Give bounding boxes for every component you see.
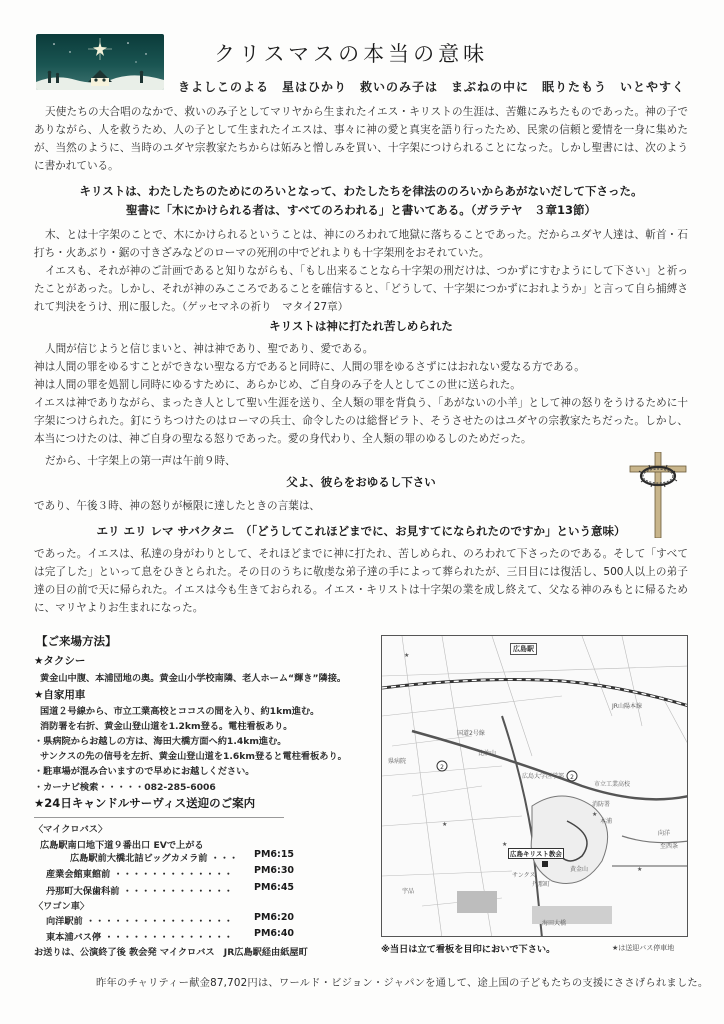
paragraph-5: であり、午後３時、神の怒りが極限に達したときの言葉は、 (34, 500, 321, 512)
map-caption: ※当日は立て看板を目印においで下さい。 (381, 944, 556, 955)
microbus-stop-3: 丹那町大保歯科前 ・・・・・・・・・・・・ (46, 886, 233, 897)
last-word-from-cross: エリ エリ レマ サバクタニ （「どうしてこれほどまでに、お見すてになられたのですか」という意味） (96, 524, 626, 538)
car-directions-1: 国道２号線から、市立工業高校とココスの間を入り、約1km進む。 (40, 706, 320, 717)
map-label-pref-hosp: 県病院 (388, 758, 407, 765)
map-label-honura: 本浦 (600, 818, 613, 825)
paragraph-2b: イエスも、それが神のご計画であると知りながらも、「もし出来ることなら十字架の刑だけは、つかずにすむようにして下さい」と祈ったことがあった。しかし、それが神のみこころであることを確信すると、「どうして、十字架につかずにおれようか」と言って自ら捕縛されて判決をうけ、刑に服した。（ゲッセマネの祈り マタイ27章） (34, 265, 688, 313)
svg-text:★: ★ (502, 841, 508, 848)
map-label-church: 広島キリスト教会 (510, 850, 562, 858)
cross-with-thorns-icon (628, 452, 688, 538)
section-heading: キリストは神に打たれ苦しめられた (269, 319, 453, 333)
microbus-time-2: PM6:30 (254, 865, 295, 876)
microbus-time-3: PM6:45 (254, 882, 295, 893)
paragraph-4: だから、十字架上の第一声は午前９時、 (45, 455, 236, 467)
map-label-kaita: 海田大橋 (542, 920, 567, 927)
map-label-sanyo: JR山陽本線 (612, 703, 642, 710)
car-directions-4: サンクスの先の信号を左折、黄金山登山道を1.6km登ると電柱看板あり。 (40, 751, 347, 762)
microbus-stop-1b: 広島駅前大橋北詰ビッグカメラ前 ・・・ (70, 853, 239, 864)
access-map (381, 635, 688, 937)
parking-note: ・駐車場が混み合いますので早めにお越しください。 (34, 766, 255, 777)
map-label-rt2: 国道2号線 (457, 730, 485, 737)
map-label-mukainada: 向洋 (658, 830, 671, 837)
svg-text:★: ★ (404, 652, 410, 659)
microbus-stop-1a: 広島駅南口地下道９番出口 EVで上がる (40, 840, 204, 851)
svg-text:2: 2 (440, 764, 444, 771)
car-directions-2: 消防署を右折、黄金山登山道を1.2km登る。電柱看板あり。 (40, 721, 293, 732)
paragraph-3-line-2: 神は人間の罪をゆるすことができない聖なる方であると同時に、人間の罪をゆるさずにはおれない愛なる方である。 (34, 361, 585, 373)
wagon-time-2: PM6:40 (254, 928, 295, 939)
microbus-heading: 〈マイクロバス〉 (34, 824, 108, 835)
charity-footer: 昨年のチャリティー献金87,702円は、ワールド・ビジョン・ジャパンを通して、途上国の子どもたちの支援にささげられました。 (96, 977, 709, 989)
svg-text:★: ★ (442, 821, 448, 828)
taxi-directions: 黄金山中腹、本浦団地の奥。黄金山小学校南隣、老人ホーム“輝き”隣接。 (40, 673, 347, 684)
map-legend: ★は送迎バス停車地 (612, 944, 675, 952)
svg-text:2: 2 (570, 774, 574, 781)
wagon-heading: 〈ワゴン車〉 (34, 901, 90, 912)
paragraph-6: であった。イエスは、私達の身がわりとして、それほどまでに神に打たれ、苦しめられ、のろわれて下さったのである。そして「すべては完了した」といって息をひきとられた。その日のうちに敬虔な弟子達の手によって葬られたが、三日目には復活し、500人以上の弟子達の目の前で天に帰られた。イエスは今も生きておられる。イエス・キリストは十字架の業を成し終えて、父なる神のみもとに帰るために、マリヤよりお生まれになった。 (34, 548, 688, 614)
svg-text:★: ★ (592, 811, 598, 818)
paragraph-1: 天使たちの大合唱のなかで、救いのみ子としてマリヤから生まれたイエス・キリストの生涯は、苦難にみちたものであった。神の子でありながら、人を救うため、人の子として生まれたイエスは、事々に神の愛と真実を語り行ったため、民衆の信頼と愛情を一身に集めたが、当然のように、当時のユダヤ宗教家たちからは妬みと憎しみを買い、十字架につけられることになった。しかし聖書には、次のように書かれている。 (34, 106, 688, 172)
car-heading: ★自家用車 (34, 689, 86, 701)
map-label-nishi: 至西条 (660, 843, 679, 850)
map-label-station: 広島駅 (510, 643, 537, 655)
car-directions-3: ・県病院からお越しの方は、海田大橋方面へ約1.4km進む。 (34, 736, 287, 747)
microbus-time-1: PM6:15 (254, 849, 295, 860)
map-label-university: 広島大学医学部 (522, 773, 565, 780)
carnavi-phone: ・カーナビ検索・・・・・082-285-6006 (34, 782, 216, 793)
carol-lyric: きよしこのよる 星はひかり 救いのみ子は まぶねの中に 眠りたもう いとやすく (178, 80, 686, 94)
first-word-from-cross: 父よ、彼らをおゆるし下さい (286, 475, 436, 489)
map-label-ougon: 黄金山 (570, 866, 589, 873)
paragraph-2a: 木、とは十字架のことで、木にかけられるということは、神にのろわれて地獄に落ちることであった。だからユダヤ人達は、斬首・石打ち・火あぶり・鋸の寸きざみなどのローマの死刑の中でどれよりも十字架刑をおそれていた。 (34, 229, 688, 259)
map-label-tanna: 丹那町 (532, 881, 551, 888)
nativity-illustration (36, 34, 164, 90)
wagon-time-1: PM6:20 (254, 912, 295, 923)
map-label-fire: 消防署 (592, 801, 611, 808)
map-label-kogyo: 市立工業高校 (594, 781, 631, 788)
scripture-line-2: 聖書に「木にかけられる者は、すべてのろわれる」と書いてある。（ガラテヤ ３章13節） (125, 203, 597, 217)
map-label-hijiyama: 比治山 (478, 750, 497, 757)
paragraph-3-line-1: 人間が信じようと信じまいと、神は神であり、聖であり、愛である。 (45, 343, 374, 355)
paragraph-3-line-4: イエスは神でありながら、まったき人として聖い生涯を送り、全人類の罪を背負う、「あがないの小羊」として神の怒りをうけるために十字架につけられた。釘にうちつけたのはローマの兵士、命令したのは総督ピラト、そうさせたのはユダヤの宗教家たちだった。しかし、本当につけたのは、神ご自身の聖なる怒りであった。愛の身代わり、全人類の罪のゆるしのためだった。 (34, 397, 688, 445)
scripture-line-1: キリストは、わたしたちのためにのろいとなって、わたしたちを律法ののろいからあがないだして下さった。 (79, 184, 643, 198)
svg-text:★: ★ (637, 866, 643, 873)
microbus-stop-2: 産業会館東館前 ・・・・・・・・・・・・・ (46, 869, 233, 880)
map-label-sanks: サンクス (512, 872, 536, 879)
paragraph-3-line-3: 神は人間の罪を処罰し同時にゆるすために、あらかじめ、ご自身のみ子を人としてこの世に送られた。 (34, 379, 521, 391)
page-title: クリスマスの本当の意味 (214, 42, 489, 66)
access-title: 【ご来場方法】 (36, 634, 117, 648)
bus-service-heading: ★24日キャンドルサーヴィス送迎のご案内 (34, 796, 256, 810)
map-label-ujina: 宇品 (402, 888, 415, 895)
wagon-stop-1: 向洋駅前 ・・・・・・・・・・・・・・・・ (46, 916, 233, 927)
return-trip-note: お送りは、公演終了後 教会発 マイクロバス JR広島駅経由紙屋町 (34, 947, 308, 958)
taxi-heading: ★タクシー (34, 655, 86, 667)
wagon-stop-2: 東本浦バス停 ・・・・・・・・・・・・・・ (46, 932, 233, 943)
